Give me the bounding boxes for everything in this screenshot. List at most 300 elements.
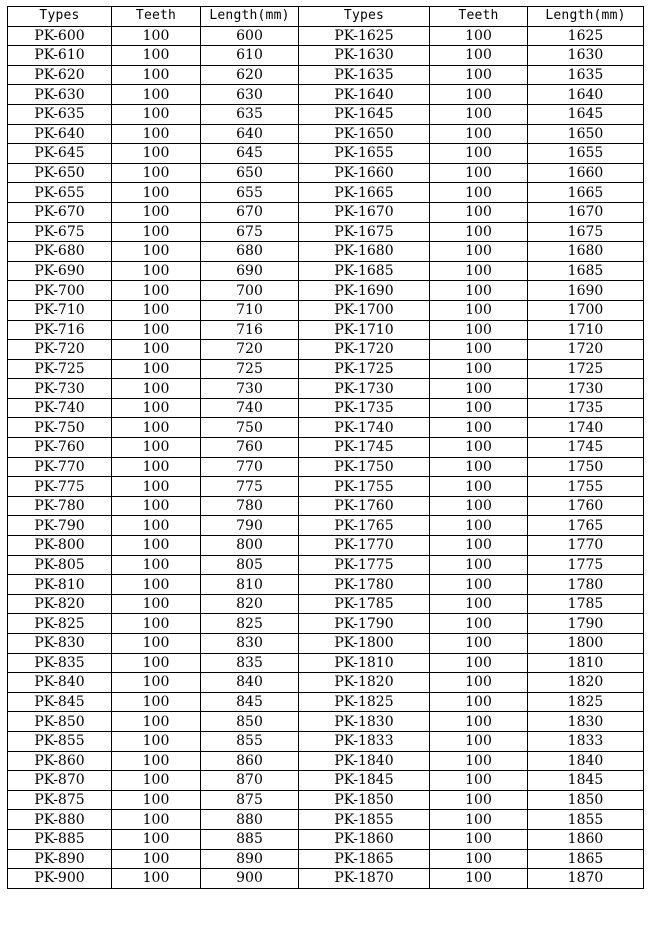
teeth-right-cell: 100 <box>430 457 528 477</box>
length-right-cell: 1710 <box>528 320 644 340</box>
teeth-right-cell: 100 <box>430 849 528 869</box>
type-right-cell: PK-1735 <box>299 398 430 418</box>
length-left-cell: 690 <box>201 261 299 281</box>
belt-spec-table <box>7 6 644 889</box>
type-left-cell: PK-720 <box>8 340 112 360</box>
teeth-right-cell: 100 <box>430 85 528 105</box>
length-right-cell: 1770 <box>528 536 644 556</box>
teeth-right-cell: 100 <box>430 673 528 693</box>
type-left-cell: PK-855 <box>8 731 112 751</box>
length-right-cell: 1655 <box>528 144 644 164</box>
type-left-cell: PK-840 <box>8 673 112 693</box>
length-left-cell: 670 <box>201 202 299 222</box>
teeth-left-cell: 100 <box>112 849 201 869</box>
length-left-cell: 880 <box>201 810 299 830</box>
length-left-cell: 610 <box>201 46 299 66</box>
length-right-cell: 1630 <box>528 46 644 66</box>
length-left-cell: 650 <box>201 163 299 183</box>
type-right-cell: PK-1830 <box>299 712 430 732</box>
teeth-left-cell: 100 <box>112 202 201 222</box>
teeth-left-cell: 100 <box>112 496 201 516</box>
table-row <box>8 692 644 712</box>
length-left-cell: 805 <box>201 555 299 575</box>
table-row <box>8 869 644 889</box>
length-right-cell: 1755 <box>528 477 644 497</box>
teeth-left-cell: 100 <box>112 124 201 144</box>
teeth-right-cell: 100 <box>430 634 528 654</box>
teeth-right-cell: 100 <box>430 438 528 458</box>
teeth-left-cell: 100 <box>112 575 201 595</box>
teeth-left-cell: 100 <box>112 751 201 771</box>
length-left-cell: 900 <box>201 869 299 889</box>
length-left-cell: 730 <box>201 379 299 399</box>
table-row <box>8 790 644 810</box>
type-left-cell: PK-716 <box>8 320 112 340</box>
table-row <box>8 85 644 105</box>
teeth-right-cell: 100 <box>430 418 528 438</box>
type-left-cell: PK-835 <box>8 653 112 673</box>
table-row <box>8 575 644 595</box>
length-left-cell: 780 <box>201 496 299 516</box>
length-left-cell: 825 <box>201 614 299 634</box>
teeth-right-cell: 100 <box>430 300 528 320</box>
teeth-right-cell: 100 <box>430 163 528 183</box>
table-row <box>8 614 644 634</box>
teeth-right-cell: 100 <box>430 183 528 203</box>
length-left-cell: 740 <box>201 398 299 418</box>
type-right-cell: PK-1690 <box>299 281 430 301</box>
teeth-right-cell: 100 <box>430 222 528 242</box>
type-right-cell: PK-1660 <box>299 163 430 183</box>
length-left-cell: 855 <box>201 731 299 751</box>
type-right-cell: PK-1820 <box>299 673 430 693</box>
type-left-cell: PK-750 <box>8 418 112 438</box>
teeth-left-cell: 100 <box>112 418 201 438</box>
table-row <box>8 653 644 673</box>
length-right-cell: 1790 <box>528 614 644 634</box>
teeth-left-cell: 100 <box>112 242 201 262</box>
length-left-cell: 850 <box>201 712 299 732</box>
length-right-cell: 1680 <box>528 242 644 262</box>
type-left-cell: PK-700 <box>8 281 112 301</box>
type-left-cell: PK-900 <box>8 869 112 889</box>
teeth-right-cell: 100 <box>430 26 528 46</box>
length-left-cell: 820 <box>201 594 299 614</box>
table-row <box>8 516 644 536</box>
teeth-left-cell: 100 <box>112 300 201 320</box>
length-right-cell: 1830 <box>528 712 644 732</box>
type-right-cell: PK-1790 <box>299 614 430 634</box>
type-right-cell: PK-1785 <box>299 594 430 614</box>
teeth-right-cell: 100 <box>430 692 528 712</box>
type-left-cell: PK-620 <box>8 65 112 85</box>
table-row <box>8 124 644 144</box>
teeth-right-cell: 100 <box>430 790 528 810</box>
length-left-cell: 875 <box>201 790 299 810</box>
length-right-cell: 1665 <box>528 183 644 203</box>
table-row <box>8 261 644 281</box>
type-right-cell: PK-1680 <box>299 242 430 262</box>
teeth-right-cell: 100 <box>430 242 528 262</box>
length-right-cell: 1650 <box>528 124 644 144</box>
teeth-left-cell: 100 <box>112 516 201 536</box>
length-right-cell: 1833 <box>528 731 644 751</box>
type-left-cell: PK-760 <box>8 438 112 458</box>
table-body <box>8 26 644 888</box>
length-left-cell: 830 <box>201 634 299 654</box>
table-row <box>8 46 644 66</box>
col-header-length-right: Length(mm) <box>528 7 644 27</box>
length-left-cell: 716 <box>201 320 299 340</box>
length-right-cell: 1810 <box>528 653 644 673</box>
col-header-types-left: Types <box>8 7 112 27</box>
length-right-cell: 1750 <box>528 457 644 477</box>
type-left-cell: PK-820 <box>8 594 112 614</box>
table-row <box>8 731 644 751</box>
type-left-cell: PK-800 <box>8 536 112 556</box>
type-left-cell: PK-655 <box>8 183 112 203</box>
type-left-cell: PK-770 <box>8 457 112 477</box>
type-right-cell: PK-1670 <box>299 202 430 222</box>
length-left-cell: 870 <box>201 771 299 791</box>
table-row <box>8 536 644 556</box>
type-left-cell: PK-790 <box>8 516 112 536</box>
type-right-cell: PK-1655 <box>299 144 430 164</box>
table-row <box>8 163 644 183</box>
type-left-cell: PK-805 <box>8 555 112 575</box>
col-header-length-left: Length(mm) <box>201 7 299 27</box>
teeth-right-cell: 100 <box>430 869 528 889</box>
teeth-right-cell: 100 <box>430 751 528 771</box>
type-right-cell: PK-1630 <box>299 46 430 66</box>
length-left-cell: 620 <box>201 65 299 85</box>
type-right-cell: PK-1845 <box>299 771 430 791</box>
table-row <box>8 340 644 360</box>
length-right-cell: 1730 <box>528 379 644 399</box>
type-left-cell: PK-875 <box>8 790 112 810</box>
type-right-cell: PK-1740 <box>299 418 430 438</box>
table-row <box>8 829 644 849</box>
header-row <box>8 7 644 27</box>
table-row <box>8 104 644 124</box>
type-left-cell: PK-870 <box>8 771 112 791</box>
teeth-right-cell: 100 <box>430 731 528 751</box>
table-row <box>8 634 644 654</box>
length-right-cell: 1685 <box>528 261 644 281</box>
length-right-cell: 1865 <box>528 849 644 869</box>
type-left-cell: PK-635 <box>8 104 112 124</box>
length-right-cell: 1840 <box>528 751 644 771</box>
type-right-cell: PK-1750 <box>299 457 430 477</box>
teeth-right-cell: 100 <box>430 516 528 536</box>
length-left-cell: 680 <box>201 242 299 262</box>
type-left-cell: PK-710 <box>8 300 112 320</box>
length-right-cell: 1635 <box>528 65 644 85</box>
type-right-cell: PK-1685 <box>299 261 430 281</box>
type-left-cell: PK-860 <box>8 751 112 771</box>
length-right-cell: 1785 <box>528 594 644 614</box>
type-right-cell: PK-1765 <box>299 516 430 536</box>
type-left-cell: PK-810 <box>8 575 112 595</box>
length-left-cell: 770 <box>201 457 299 477</box>
type-right-cell: PK-1625 <box>299 26 430 46</box>
length-left-cell: 645 <box>201 144 299 164</box>
teeth-left-cell: 100 <box>112 829 201 849</box>
length-left-cell: 720 <box>201 340 299 360</box>
table-row <box>8 594 644 614</box>
teeth-left-cell: 100 <box>112 359 201 379</box>
type-left-cell: PK-775 <box>8 477 112 497</box>
length-right-cell: 1725 <box>528 359 644 379</box>
type-right-cell: PK-1725 <box>299 359 430 379</box>
type-right-cell: PK-1825 <box>299 692 430 712</box>
length-left-cell: 800 <box>201 536 299 556</box>
length-left-cell: 750 <box>201 418 299 438</box>
length-left-cell: 635 <box>201 104 299 124</box>
table-row <box>8 144 644 164</box>
teeth-left-cell: 100 <box>112 634 201 654</box>
teeth-right-cell: 100 <box>430 477 528 497</box>
type-left-cell: PK-610 <box>8 46 112 66</box>
length-right-cell: 1850 <box>528 790 644 810</box>
length-right-cell: 1660 <box>528 163 644 183</box>
table-row <box>8 300 644 320</box>
length-right-cell: 1645 <box>528 104 644 124</box>
length-left-cell: 655 <box>201 183 299 203</box>
col-header-types-right: Types <box>299 7 430 27</box>
type-right-cell: PK-1730 <box>299 379 430 399</box>
length-right-cell: 1760 <box>528 496 644 516</box>
teeth-right-cell: 100 <box>430 614 528 634</box>
teeth-right-cell: 100 <box>430 653 528 673</box>
length-right-cell: 1625 <box>528 26 644 46</box>
type-right-cell: PK-1650 <box>299 124 430 144</box>
teeth-right-cell: 100 <box>430 104 528 124</box>
teeth-left-cell: 100 <box>112 692 201 712</box>
length-right-cell: 1675 <box>528 222 644 242</box>
type-right-cell: PK-1645 <box>299 104 430 124</box>
teeth-right-cell: 100 <box>430 359 528 379</box>
length-right-cell: 1765 <box>528 516 644 536</box>
table-row <box>8 418 644 438</box>
col-header-teeth-right: Teeth <box>430 7 528 27</box>
teeth-left-cell: 100 <box>112 869 201 889</box>
teeth-left-cell: 100 <box>112 398 201 418</box>
type-right-cell: PK-1870 <box>299 869 430 889</box>
type-left-cell: PK-845 <box>8 692 112 712</box>
teeth-right-cell: 100 <box>430 144 528 164</box>
length-left-cell: 860 <box>201 751 299 771</box>
length-left-cell: 890 <box>201 849 299 869</box>
length-right-cell: 1825 <box>528 692 644 712</box>
length-left-cell: 760 <box>201 438 299 458</box>
col-header-teeth-left: Teeth <box>112 7 201 27</box>
length-right-cell: 1690 <box>528 281 644 301</box>
type-right-cell: PK-1760 <box>299 496 430 516</box>
length-left-cell: 710 <box>201 300 299 320</box>
teeth-right-cell: 100 <box>430 496 528 516</box>
teeth-left-cell: 100 <box>112 771 201 791</box>
type-left-cell: PK-675 <box>8 222 112 242</box>
type-right-cell: PK-1800 <box>299 634 430 654</box>
type-left-cell: PK-740 <box>8 398 112 418</box>
length-right-cell: 1720 <box>528 340 644 360</box>
teeth-left-cell: 100 <box>112 281 201 301</box>
type-left-cell: PK-680 <box>8 242 112 262</box>
length-right-cell: 1845 <box>528 771 644 791</box>
teeth-right-cell: 100 <box>430 829 528 849</box>
teeth-left-cell: 100 <box>112 261 201 281</box>
teeth-left-cell: 100 <box>112 65 201 85</box>
type-right-cell: PK-1855 <box>299 810 430 830</box>
teeth-right-cell: 100 <box>430 398 528 418</box>
table-row <box>8 477 644 497</box>
teeth-right-cell: 100 <box>430 124 528 144</box>
length-right-cell: 1670 <box>528 202 644 222</box>
teeth-right-cell: 100 <box>430 379 528 399</box>
type-right-cell: PK-1780 <box>299 575 430 595</box>
type-left-cell: PK-825 <box>8 614 112 634</box>
table-row <box>8 222 644 242</box>
type-right-cell: PK-1675 <box>299 222 430 242</box>
teeth-left-cell: 100 <box>112 222 201 242</box>
length-left-cell: 675 <box>201 222 299 242</box>
teeth-left-cell: 100 <box>112 457 201 477</box>
table-row <box>8 712 644 732</box>
table-row <box>8 457 644 477</box>
type-left-cell: PK-645 <box>8 144 112 164</box>
teeth-left-cell: 100 <box>112 104 201 124</box>
teeth-left-cell: 100 <box>112 320 201 340</box>
table-row <box>8 673 644 693</box>
teeth-left-cell: 100 <box>112 810 201 830</box>
table-row <box>8 496 644 516</box>
length-left-cell: 725 <box>201 359 299 379</box>
type-right-cell: PK-1745 <box>299 438 430 458</box>
length-right-cell: 1740 <box>528 418 644 438</box>
teeth-right-cell: 100 <box>430 771 528 791</box>
type-left-cell: PK-690 <box>8 261 112 281</box>
teeth-left-cell: 100 <box>112 555 201 575</box>
teeth-left-cell: 100 <box>112 477 201 497</box>
teeth-left-cell: 100 <box>112 731 201 751</box>
length-right-cell: 1745 <box>528 438 644 458</box>
teeth-right-cell: 100 <box>430 594 528 614</box>
teeth-right-cell: 100 <box>430 340 528 360</box>
teeth-right-cell: 100 <box>430 65 528 85</box>
teeth-right-cell: 100 <box>430 536 528 556</box>
teeth-right-cell: 100 <box>430 712 528 732</box>
length-left-cell: 810 <box>201 575 299 595</box>
table-row <box>8 183 644 203</box>
type-left-cell: PK-780 <box>8 496 112 516</box>
length-left-cell: 845 <box>201 692 299 712</box>
teeth-left-cell: 100 <box>112 379 201 399</box>
type-left-cell: PK-885 <box>8 829 112 849</box>
length-left-cell: 700 <box>201 281 299 301</box>
length-left-cell: 600 <box>201 26 299 46</box>
teeth-left-cell: 100 <box>112 712 201 732</box>
length-right-cell: 1860 <box>528 829 644 849</box>
table-row <box>8 771 644 791</box>
table-row <box>8 242 644 262</box>
teeth-right-cell: 100 <box>430 261 528 281</box>
teeth-right-cell: 100 <box>430 575 528 595</box>
teeth-right-cell: 100 <box>430 555 528 575</box>
type-right-cell: PK-1635 <box>299 65 430 85</box>
type-right-cell: PK-1865 <box>299 849 430 869</box>
type-right-cell: PK-1710 <box>299 320 430 340</box>
table-row <box>8 555 644 575</box>
type-right-cell: PK-1850 <box>299 790 430 810</box>
length-left-cell: 885 <box>201 829 299 849</box>
teeth-left-cell: 100 <box>112 614 201 634</box>
type-right-cell: PK-1700 <box>299 300 430 320</box>
teeth-left-cell: 100 <box>112 46 201 66</box>
table-row <box>8 320 644 340</box>
teeth-right-cell: 100 <box>430 810 528 830</box>
teeth-left-cell: 100 <box>112 144 201 164</box>
table-row <box>8 438 644 458</box>
teeth-left-cell: 100 <box>112 790 201 810</box>
type-right-cell: PK-1775 <box>299 555 430 575</box>
length-left-cell: 775 <box>201 477 299 497</box>
type-left-cell: PK-880 <box>8 810 112 830</box>
length-right-cell: 1820 <box>528 673 644 693</box>
type-right-cell: PK-1770 <box>299 536 430 556</box>
teeth-right-cell: 100 <box>430 320 528 340</box>
type-right-cell: PK-1860 <box>299 829 430 849</box>
length-right-cell: 1800 <box>528 634 644 654</box>
table-row <box>8 281 644 301</box>
table-row <box>8 65 644 85</box>
length-right-cell: 1855 <box>528 810 644 830</box>
teeth-right-cell: 100 <box>430 281 528 301</box>
teeth-left-cell: 100 <box>112 340 201 360</box>
table-row <box>8 359 644 379</box>
teeth-right-cell: 100 <box>430 202 528 222</box>
type-right-cell: PK-1665 <box>299 183 430 203</box>
table-row <box>8 398 644 418</box>
table-row <box>8 379 644 399</box>
length-right-cell: 1870 <box>528 869 644 889</box>
type-right-cell: PK-1640 <box>299 85 430 105</box>
type-left-cell: PK-730 <box>8 379 112 399</box>
teeth-left-cell: 100 <box>112 26 201 46</box>
type-right-cell: PK-1810 <box>299 653 430 673</box>
type-right-cell: PK-1833 <box>299 731 430 751</box>
table-row <box>8 751 644 771</box>
teeth-left-cell: 100 <box>112 163 201 183</box>
length-left-cell: 790 <box>201 516 299 536</box>
teeth-left-cell: 100 <box>112 438 201 458</box>
table-row <box>8 849 644 869</box>
type-right-cell: PK-1755 <box>299 477 430 497</box>
teeth-left-cell: 100 <box>112 653 201 673</box>
table-row <box>8 810 644 830</box>
length-right-cell: 1640 <box>528 85 644 105</box>
teeth-left-cell: 100 <box>112 85 201 105</box>
type-left-cell: PK-670 <box>8 202 112 222</box>
teeth-left-cell: 100 <box>112 594 201 614</box>
type-left-cell: PK-850 <box>8 712 112 732</box>
table-row <box>8 26 644 46</box>
length-left-cell: 835 <box>201 653 299 673</box>
teeth-left-cell: 100 <box>112 673 201 693</box>
type-right-cell: PK-1720 <box>299 340 430 360</box>
type-left-cell: PK-650 <box>8 163 112 183</box>
table-row <box>8 202 644 222</box>
